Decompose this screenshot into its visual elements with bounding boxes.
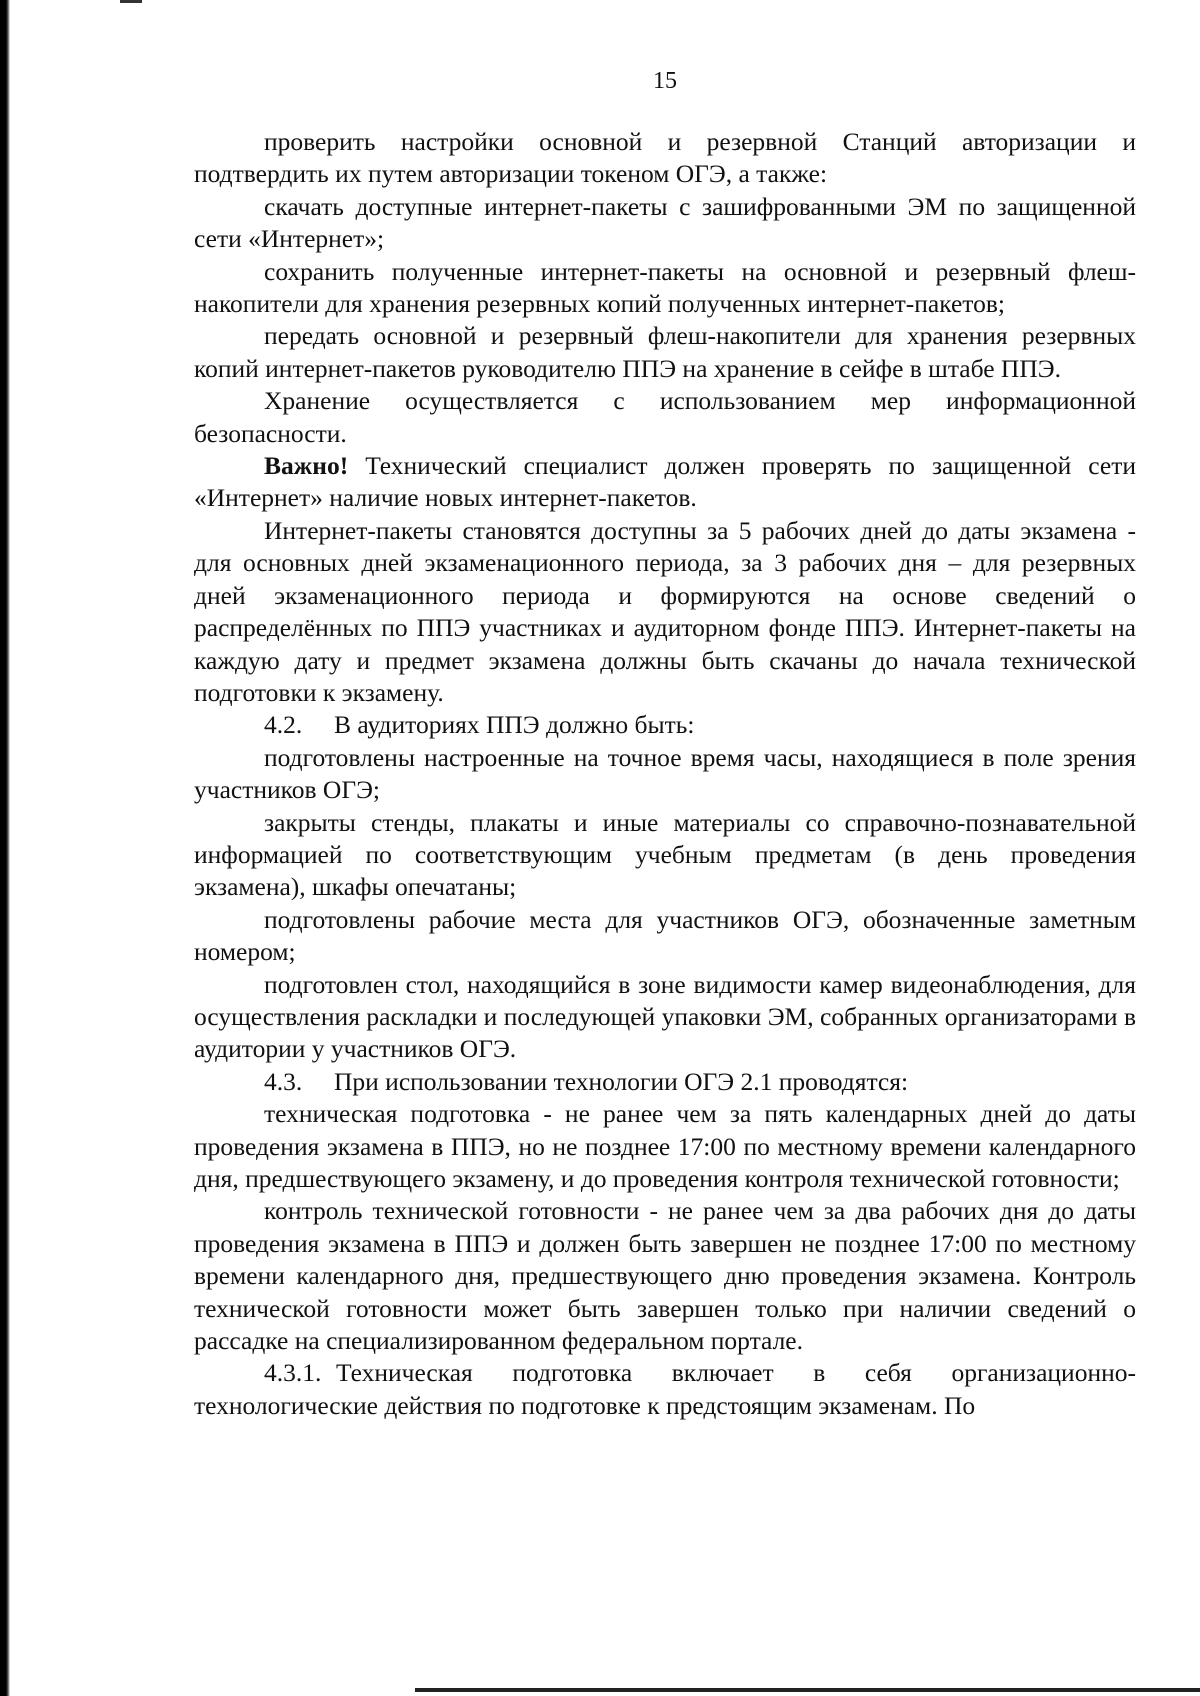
- section-number: 4.2.: [264, 710, 303, 740]
- paragraph-download-packages: скачать доступные интернет-пакеты с зашифрованными ЭМ по защищенной сети «Интернет»;: [194, 191, 1136, 254]
- important-note-text: Технический специалист должен проверять по защищенной сети «Интернет» наличие новых интернет-пакетов.: [194, 451, 1136, 513]
- scan-mark-top: [120, 0, 142, 3]
- paragraph-storage-security: Хранение осуществляется с использованием мер информационной безопасности.: [194, 386, 1136, 448]
- section-number: 4.3.1.: [264, 1358, 322, 1388]
- important-label: Важно!: [264, 451, 349, 481]
- section-text: Техническая подготовка включает в себя организационно-технологические действия по подготовке к предстоящим экзаменам. По: [194, 1358, 1136, 1420]
- paragraph-table-video: подготовлен стол, находящийся в зоне видимости камер видеонаблюдения, для осуществления раскладки и последующей упаковки ЭМ, собранных организаторами в аудитории у участников ОГЭ.: [194, 969, 1136, 1064]
- paragraph-workplaces: подготовлены рабочие места для участников ОГЭ, обозначенные заметным номером;: [194, 904, 1136, 967]
- section-text: В аудиториях ППЭ должно быть:: [334, 710, 695, 740]
- paragraph-clocks: подготовлены настроенные на точное время часы, находящиеся в поле зрения участников ОГЭ;: [194, 742, 1136, 805]
- paragraph-save-packages: сохранить полученные интернет-пакеты на основной и резервный флеш-накопители для хранения резервных копий полученных интернет-пакетов;: [194, 256, 1136, 319]
- document-body: [194, 126, 1136, 1422]
- section-4-3-1-heading: [194, 1357, 1136, 1422]
- paragraph-check-auth-stations: проверить настройки основной и резервной Станций авторизации и подтвердить их путем авторизации токеном ОГЭ, а также:: [194, 127, 1136, 189]
- section-4-2-heading: [194, 709, 1136, 741]
- paragraph-technical-preparation: техническая подготовка - не ранее чем за пять календарных дней до даты проведения экзамена в ППЭ, но не позднее 17:00 по местному времени календарного дня, предшествующего экзамену, и до проведения контроля технической готовности;: [194, 1099, 1136, 1193]
- paragraph-readiness-control: контроль технической готовности - не ранее чем за два рабочих дня до даты проведения экзамена в ППЭ и должен быть завершен не позднее 17:00 по местному времени календарного дня, предшествующего дню проведения экзамена. Контроль технической готовности может быть завершен только при наличии сведений о рассадке на специализированном федеральном портале.: [194, 1196, 1136, 1356]
- paragraph-important-note: [194, 450, 1136, 515]
- paragraph-package-availability: Интернет-пакеты становятся доступны за 5 рабочих дней до даты экзамена - для основных дней экзаменационного периода, за 3 рабочих дня – для резервных дней экзаменационного периода и формируются на основе сведений о распределённых по ППЭ участниках и аудиторном фонде ППЭ. Интернет-пакеты на каждую дату и предмет экзамена должны быть скачаны до начала технической подготовки к экзамену.: [194, 515, 1136, 707]
- paragraph-stands-closed: закрыты стенды, плакаты и иные материалы со справочно-познавательной информацией по соответствующим учебным предметам (в день проведения экзамена), шкафы опечатаны;: [194, 807, 1136, 902]
- section-4-3-heading: [194, 1066, 1136, 1098]
- section-number: 4.3.: [264, 1066, 303, 1096]
- section-text: При использовании технологии ОГЭ 2.1 проводятся:: [334, 1066, 909, 1096]
- scan-edge-left: [0, 0, 10, 1696]
- paragraph-hand-over-drives: передать основной и резервный флеш-накопители для хранения резервных копий интернет-пакетов руководителю ППЭ на хранение в сейфе в штабе ППЭ.: [194, 321, 1136, 383]
- scan-edge-bottom: [415, 1688, 1200, 1692]
- page-number: 15: [653, 68, 677, 94]
